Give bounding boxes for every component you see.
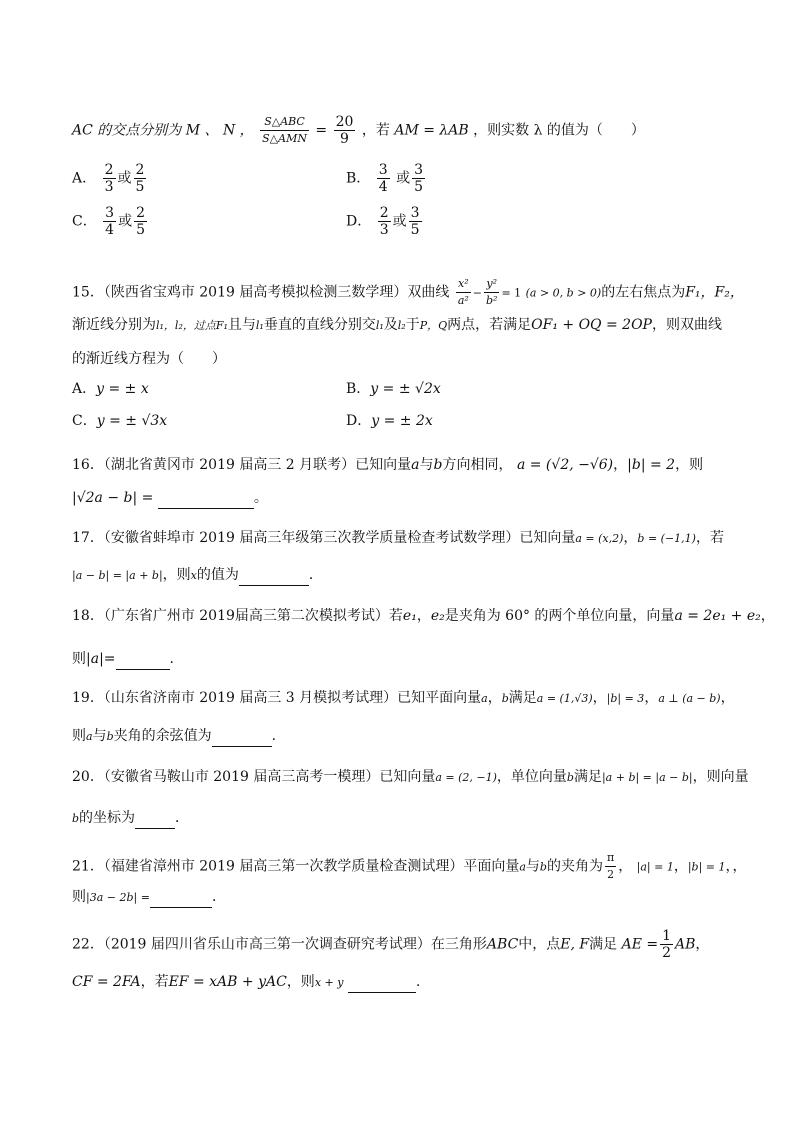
q22-number: 22． <box>72 936 104 953</box>
q15-hyp-x <box>456 276 471 309</box>
q20-vec-b: b <box>566 771 574 784</box>
q19-end: . <box>271 728 277 744</box>
q20-text: ，单位向量 <box>496 769 567 785</box>
q21-expression: |3a − 2b| = <box>86 891 150 904</box>
q21-vec-a: a <box>519 860 526 874</box>
q16-answer-blank[interactable] <box>158 488 254 509</box>
q18-a-value: a = 2e₁ + e₂ <box>674 608 761 624</box>
q17-answer-blank[interactable] <box>239 565 309 586</box>
q17-text: ，则 <box>162 567 191 583</box>
q14-option-frac <box>134 205 147 238</box>
q18-end: . <box>169 651 174 667</box>
q17-end: ． <box>308 567 323 583</box>
q15-option-expr: y = ± √2x <box>370 381 441 397</box>
q21-text: ， <box>673 858 688 875</box>
q22-ab: AB <box>675 936 696 953</box>
q20-vec-b: b <box>72 812 80 825</box>
q15-option-b <box>346 379 441 399</box>
q19-text: ， <box>592 690 607 706</box>
q17-number: 17． <box>72 530 104 546</box>
q14-ratio-den: S△AMN <box>262 132 307 145</box>
q21-stem-line2 <box>72 887 226 908</box>
q16-stem-line1 <box>72 455 703 475</box>
q16-end: 。 <box>253 490 268 506</box>
frac-num: 2 <box>104 162 114 178</box>
q18-text: 是夹角为 60° 的两个单位向量，向量 <box>444 608 675 624</box>
q15-stem-line3 <box>72 349 226 369</box>
q18-stem-line1 <box>72 606 775 626</box>
q21-angle-frac <box>605 850 616 883</box>
q22-triangle: ABC <box>486 936 519 953</box>
q18-number: 18． <box>72 608 104 624</box>
q21-text: ， <box>618 858 633 875</box>
q15-math: l₁ <box>255 319 264 332</box>
frac-den: 5 <box>136 222 146 238</box>
q17-a-value: a = (x,2) <box>575 532 624 545</box>
q15-text: ，则双曲线 <box>651 317 722 333</box>
frac-num: 3 <box>410 205 420 221</box>
q14-option-frac <box>377 162 390 195</box>
q21-source: （福建省漳州市 2019 届高三第一次教学质量检查测试理）平面向量 <box>103 858 520 875</box>
q22-xy: x + y <box>314 976 344 989</box>
q17-source: （安徽省蚌埠市 2019 届高三年级第三次教学质量检查考试数学理）已知向量 <box>103 530 576 546</box>
q15-math: P，Q <box>419 319 448 332</box>
q14-val-num: 20 <box>335 114 354 130</box>
q15-text: 于 <box>405 317 420 333</box>
q14-stem-mn: M 、 N ， <box>185 122 254 139</box>
q20-number: 20． <box>72 769 104 785</box>
q19-b-norm: |b| = 3 <box>606 692 645 705</box>
q19-a-value: a = (1,√3) <box>536 692 593 705</box>
q19-text: 满足 <box>508 690 537 706</box>
q17-stem-line2 <box>72 565 323 586</box>
q19-vec-a: a <box>481 692 488 705</box>
q21-vec-b: b <box>539 860 547 874</box>
q15-text: 及 <box>383 317 398 333</box>
q19-text: ， <box>720 690 735 706</box>
q19-stem-line1 <box>72 688 735 709</box>
q17-x: x <box>190 569 197 582</box>
q14-value-frac <box>334 114 356 147</box>
q15-math: l₁，l₂，过点 <box>156 319 216 332</box>
frac-den: 3 <box>104 179 114 195</box>
frac-num: π <box>605 850 616 867</box>
q16-text: ， <box>613 457 628 473</box>
q14-option-frac <box>103 162 116 195</box>
frac-num: 3 <box>378 162 388 178</box>
q22-source: （2019 届四川省乐山市高三第一次调查研究考试理）在三角形 <box>103 936 487 953</box>
q21-stem-line1 <box>72 850 747 883</box>
q17-condition: |a − b| = |a + b| <box>72 569 163 582</box>
q16-text: ，则 <box>675 457 704 473</box>
q14-option-a <box>72 162 148 195</box>
q18-e2: e₂ <box>430 608 445 624</box>
frac-den: 2 <box>662 945 672 961</box>
q16-expression: |√2a − b| = <box>72 490 154 506</box>
option-or: 或 <box>118 213 133 230</box>
q14-stem-pre: AC 的交点分别为 <box>72 122 182 139</box>
q15-option-label: C． <box>72 413 97 429</box>
q22-text: 满足 <box>589 936 618 953</box>
q14-option-label: A． <box>72 170 97 187</box>
q18-source: （广东省广州市 2019届高三第二次模拟考试）若 <box>103 608 403 624</box>
q16-a-value: a = (√2, −√6) <box>516 457 614 473</box>
q21-text: 则 <box>72 889 86 905</box>
q19-text: ， <box>487 690 502 706</box>
q17-stem-line1 <box>72 528 724 549</box>
option-or: 或 <box>392 213 407 230</box>
frac-den: b² <box>486 294 498 307</box>
q22-text: 中，点 <box>518 936 561 953</box>
frac-num: 3 <box>414 162 424 178</box>
q16-number: 16． <box>72 457 104 473</box>
q22-half <box>660 928 673 961</box>
q19-vec-b: b <box>501 692 509 705</box>
q16-text: 方向相同， <box>442 457 513 473</box>
q17-b-value: b = (−1,1) <box>637 532 696 545</box>
q15-hyp-rhs: = 1 <box>501 286 522 300</box>
q21-end: ． <box>211 889 226 905</box>
q20-source: （安徽省马鞍山市 2019 届高三高考一模理）已知向量 <box>103 769 436 785</box>
q22-cf: CF = 2FA <box>72 974 141 990</box>
q15-text: 渐近线分别为 <box>72 317 156 333</box>
q14-option-c <box>72 205 149 238</box>
frac-den: a² <box>457 294 469 307</box>
q14-option-label: C． <box>72 213 97 230</box>
q19-number: 19． <box>72 690 104 706</box>
q21-b-norm: |b| = 1 <box>687 860 726 874</box>
q17-text: 的值为 <box>196 567 239 583</box>
q14-option-d <box>346 205 424 238</box>
q19-text: 与 <box>92 728 107 744</box>
q15-text: 两点，若满足 <box>447 317 532 333</box>
q21-text: ，， <box>725 858 747 875</box>
q21-a-norm: |a| = 1 <box>636 860 674 874</box>
q20-end: ． <box>175 810 190 826</box>
frac-num: 1 <box>662 928 672 944</box>
q20-text: 的坐标为 <box>79 810 136 826</box>
q14-vector-eq: AM = λAB <box>394 122 469 139</box>
frac-num: 3 <box>105 205 115 221</box>
q15-math: l₁ <box>375 319 384 332</box>
q16-vec-b: b <box>433 457 443 473</box>
q21-number: 21． <box>72 858 104 875</box>
frac-den: 5 <box>135 179 145 195</box>
q20-stem-line1 <box>72 767 749 788</box>
q15-stem-line1: 15．（陕西省宝鸡市 2019 届高考模拟检测三数学理）双曲线 $\frac{\text{x²}}{\text{a²}}$ − $\frac{\text{y²}}{\text{b²}}$ = 1 (a > 0, b > 0)的左右焦点为F₁，F₂， <box>72 277 744 307</box>
q15-condition: (a > 0, b > 0) <box>525 286 602 300</box>
q19-source: （山东省济南市 2019 届高三 3 月模拟考试理）已知平面向量 <box>103 690 482 706</box>
q16-text: 与 <box>419 457 434 473</box>
q22-end: . <box>415 974 421 990</box>
q15-option-label: D． <box>346 413 372 429</box>
q20-text: 满足 <box>573 769 602 785</box>
q14-mid: ，若 <box>361 122 390 139</box>
q15-vector-condition: OF₁ + OQ = 2OP <box>531 317 652 333</box>
q16-source: （湖北省黄冈市 2019 届高三 2 月联考）已知向量 <box>103 457 412 473</box>
q18-text: 则 <box>72 651 86 667</box>
q18-text: ， <box>416 608 431 624</box>
q22-stem-line2 <box>72 972 420 993</box>
q15-math: F₁ <box>215 319 228 332</box>
frac-num: 2 <box>135 162 145 178</box>
frac-den: 4 <box>105 222 115 238</box>
q22-ae: AE = <box>621 936 659 953</box>
q22-points: E, F <box>560 936 590 953</box>
q18-e1: e₁ <box>402 608 417 624</box>
q22-text: ，若 <box>140 974 169 990</box>
frac-den: 3 <box>379 222 389 238</box>
q20-a-value: a = (2, −1) <box>435 771 497 784</box>
q18-answer-blank[interactable] <box>116 649 170 670</box>
q16-vec-a: a <box>411 457 420 473</box>
frac-num: y² <box>484 276 499 293</box>
q18-text: ， <box>760 608 775 624</box>
q15-option-label: A． <box>72 381 97 397</box>
q22-stem-line1 <box>72 928 709 961</box>
q14-option-frac <box>103 205 116 238</box>
q15-stem-line2 <box>72 315 722 336</box>
q15-option-label: B． <box>346 381 371 397</box>
q20-condition: |a + b| = |a − b| <box>601 771 693 784</box>
frac-num: 2 <box>136 205 146 221</box>
q14-val-den: 9 <box>340 131 349 147</box>
q17-text: ， <box>623 530 638 546</box>
q15-foci: F₁，F₂， <box>685 284 744 301</box>
q19-text: ， <box>644 690 659 706</box>
q15-hyp-y <box>484 276 499 309</box>
frac-num: x² <box>456 276 471 293</box>
option-or: 或 <box>396 170 411 187</box>
q19-perp: a ⊥ (a − b) <box>658 692 721 705</box>
q22-text: ， <box>695 936 710 953</box>
q14-option-frac <box>412 162 425 195</box>
q15-option-a <box>72 379 149 399</box>
option-or: 或 <box>117 170 132 187</box>
frac-den: 5 <box>414 179 424 195</box>
q14-option-b <box>346 162 427 195</box>
q14-area-ratio <box>260 114 309 147</box>
q15-text: 的渐近线方程为（ ） <box>72 351 226 367</box>
q19-stem-line2 <box>72 726 276 747</box>
q22-ef: EF = xAB + yAC <box>168 974 287 990</box>
q14-option-frac <box>378 205 391 238</box>
q15-option-c <box>72 411 167 431</box>
q21-text: 的夹角为 <box>546 858 603 875</box>
q15-text: 且与 <box>227 317 256 333</box>
q15-option-expr: y = ± √3x <box>96 413 168 429</box>
q18-stem-line2 <box>72 649 174 670</box>
q20-text: ，则向量 <box>692 769 749 785</box>
q15-math: l₂ <box>397 319 406 332</box>
q15-text: 垂直的直线分别交 <box>263 317 376 333</box>
q15-number: 15． <box>72 284 104 301</box>
q16-b-norm: |b| = 2 <box>627 457 676 473</box>
q14-eq: = <box>315 122 328 139</box>
q18-expression: |a|= <box>86 651 116 667</box>
frac-num: 2 <box>379 205 389 221</box>
frac-den: 4 <box>378 179 388 195</box>
q20-stem-line2 <box>72 808 189 829</box>
q19-vec-b: b <box>106 730 114 743</box>
q15-option-expr: y = ± x <box>96 381 149 397</box>
q14-option-frac <box>134 162 147 195</box>
q15-option-d <box>346 411 433 431</box>
q15-source: （陕西省宝鸡市 2019 届高考模拟检测三数学理）双曲线 <box>103 284 450 301</box>
q22-text: ，则 <box>286 974 315 990</box>
frac-den: 5 <box>410 222 420 238</box>
q19-vec-a: a <box>86 730 93 743</box>
q14-stem <box>72 114 645 147</box>
q14-ratio-num: S△ABC <box>260 114 309 131</box>
q14-option-label: D． <box>346 213 372 230</box>
q19-answer-blank[interactable] <box>212 726 272 747</box>
q19-text: 则 <box>72 728 86 744</box>
q22-answer-blank[interactable] <box>348 972 416 993</box>
q21-text: 与 <box>525 858 540 875</box>
q19-text: 夹角的余弦值为 <box>113 728 212 744</box>
q15-t1: 的左右焦点为 <box>601 284 686 301</box>
q15-option-expr: y = ± 2x <box>371 413 433 429</box>
q14-tail: ，则实数 λ 的值为（ ） <box>473 122 645 139</box>
q17-text: ，若 <box>695 530 724 546</box>
q20-answer-blank[interactable] <box>135 808 175 829</box>
q21-answer-blank[interactable] <box>150 887 212 908</box>
frac-den: 2 <box>607 868 615 881</box>
q16-stem-line2 <box>72 488 268 509</box>
q14-option-label: B． <box>346 170 371 187</box>
q14-option-frac <box>409 205 422 238</box>
